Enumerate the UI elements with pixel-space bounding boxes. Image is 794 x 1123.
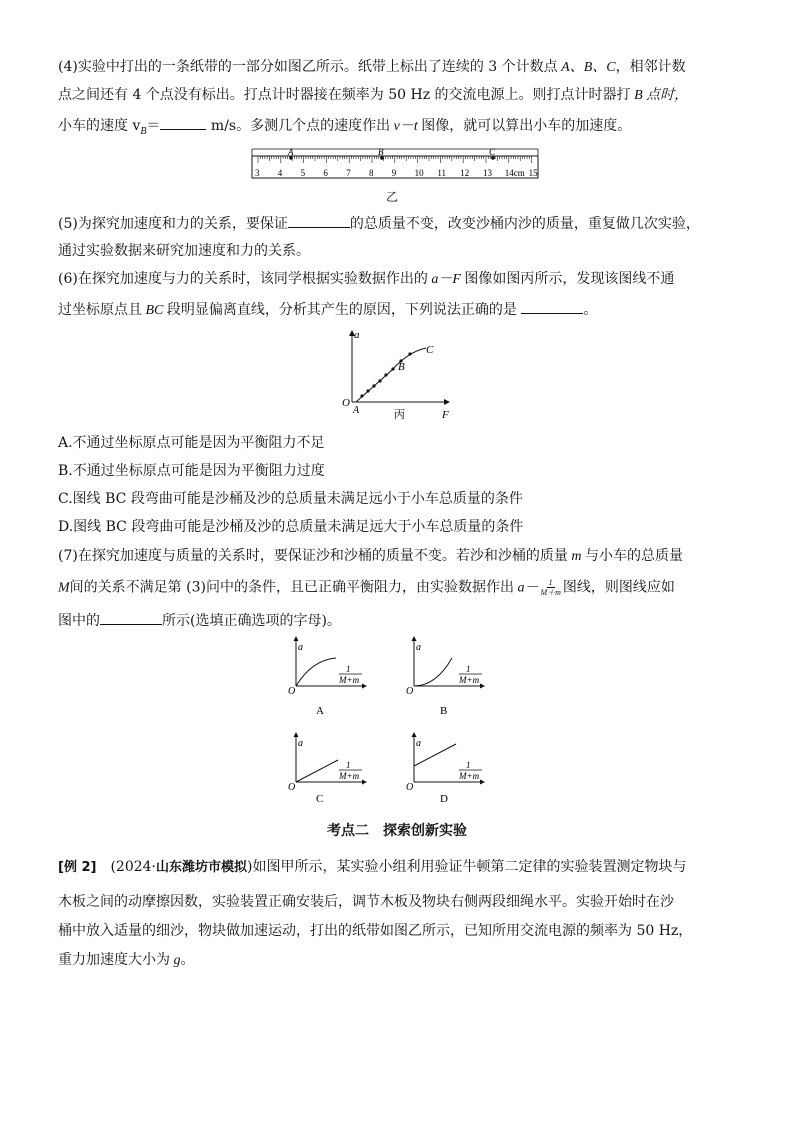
svg-text:O: O [288,782,296,793]
ruler-tick-label: 8 [369,168,374,178]
graph-label-o: O [342,397,350,409]
svg-text:O: O [288,686,296,697]
svg-text:a: a [298,642,303,653]
q6-text: (6)在探究加速度与力的关系时，该同学根据实验数据作出的 [58,271,428,287]
ruler-tick-label: 11 [437,168,447,178]
graph-option-a [288,636,367,717]
fraction-denominator: M＋m [540,588,561,597]
ruler-tick-label: 13 [483,168,492,178]
q4-text: m/s。多测几个点的速度作出 [206,118,391,134]
answer-blank[interactable] [160,115,206,130]
q4-line-1 [58,58,686,77]
fraction [540,578,560,597]
q4-text: 图像，就可以算出小车的加速度。 [421,118,632,134]
example-line-1 [58,858,687,877]
q6-text: 段明显偏离直线，分析其产生的原因，下列说法正确的是 [166,302,522,318]
answer-blank[interactable] [288,213,350,228]
svg-text:M+m: M+m [459,771,480,781]
svg-text:1: 1 [346,760,351,770]
q4-line-3 [58,115,631,141]
ruler-tick-label: 12 [460,168,470,178]
q4-vt: v－t [390,119,422,134]
tape-label-c: C [489,147,496,157]
svg-text:1: 1 [466,664,471,674]
graph-label-point-b: B [398,361,405,373]
q5-text: 的总质量不变，改变沙桶内沙的质量，重复做几次实验， [349,216,700,232]
example-line-4 [58,951,195,970]
option-c: C.图线 BC 段弯曲可能是沙桶及沙的总质量未满足远小于小车总质量的条件 [58,491,523,507]
q5-text: 通过实验数据来研究加速度和力的关系。 [58,243,310,259]
svg-text:O: O [406,686,414,697]
q7-italic: M [58,580,70,596]
ruler-tick-label: 14cm [504,168,525,178]
svg-text:M+m: M+m [339,675,360,685]
q4-points: A、B、C [557,60,616,75]
q7-text: 间的关系不满足第 (3)问中的条件，且已正确平衡阻力，由实验数据作出 [69,579,514,596]
example-text: 重力加速度大小为 [58,952,170,968]
option-b: B.不通过坐标原点可能是因为平衡阻力过度 [58,463,325,479]
svg-text:1: 1 [466,760,471,770]
q5-line-1 [58,213,700,233]
graph-label-option-c: C [316,793,324,805]
graph-label-f: F [442,409,449,421]
q6-text: 图像如图丙所示，发现该图线不通 [464,271,675,287]
graph-option-c [288,732,367,805]
q4-text: B 点时， [630,88,689,103]
q4-text: ＝ [146,118,161,134]
graph-label-option-d: D [440,793,448,805]
q6-line-1 [58,270,674,289]
example-text: 。 [180,952,195,968]
q7-line-2 [58,578,675,598]
svg-text:O: O [406,782,414,793]
graph-label-option-b: B [440,705,448,717]
q7-expression: a－ [513,580,539,596]
graph-bing [338,326,458,426]
svg-text:M+m: M+m [339,771,360,781]
example-line-2: 木板之间的动摩擦因数，实验装置正确安装后，调节木板及物块右侧两段细绳水平。实验开始时在沙 [58,894,674,910]
ruler-figure [250,146,542,186]
ruler-tick-label: 15 [528,168,538,178]
svg-text:a: a [416,738,421,749]
ruler-tick-label: 4 [277,168,283,178]
q7-text: 所示(选填正确选项的字母)。 [162,613,341,629]
q6-text: 。 [583,302,598,318]
answer-blank[interactable] [521,299,583,314]
q7-text: 与小车的总质量 [584,548,683,564]
q7-text: (7)在探究加速度与质量的关系时，要保证沙和沙桶的质量不变。若沙和沙桶的质量 [58,548,568,564]
ruler-tick-label: 7 [346,168,351,178]
svg-text:a: a [416,642,421,653]
q4-line-2 [58,86,688,105]
q6-italic: a－F [427,272,465,287]
ruler-tick-label: 3 [255,168,260,178]
graph-label-point-a: A [353,405,360,416]
option-d: D.图线 BC 段弯曲可能是沙桶及沙的总质量未满足远大于小车总质量的条件 [58,519,524,535]
q7-text: 图中的 [58,613,100,629]
fraction-numerator: 1 [548,578,553,587]
q4-text: ，相邻计数 [615,59,686,75]
example-g: g [170,953,181,968]
example-line-3: 桶中放入适量的细沙，物块做加速运动，打出的纸带如图乙所示，已知所用交流电源的频率为 50 Hz， [58,923,693,939]
graph-option-b [406,636,485,717]
q6-italic: BC [142,303,167,318]
ruler-tick-label: 5 [300,168,306,178]
graph-label-option-a: A [316,705,324,717]
svg-text:1: 1 [346,664,351,674]
example-text: )如图甲所示，某实验小组利用验证牛顿第二定律的实验装置测定物块与 [247,859,687,875]
q7-line-3 [58,610,341,630]
svg-text:M+m: M+m [459,675,480,685]
q4-subscript: B [140,125,147,137]
q5-text: (5)为探究加速度和力的关系，要保证 [58,216,288,232]
tape-label-a: A [288,147,294,157]
a-f-curve [356,348,426,402]
option-graphs [282,636,512,816]
section-title: 考点二 探索创新实验 [327,823,467,839]
graph-option-d [406,732,485,805]
figure-caption-bing: 丙 [394,409,405,421]
answer-blank[interactable] [100,610,162,625]
example-source: (2024· [96,859,157,875]
example-tag: [例 2] [58,860,97,875]
graph-label-point-c: C [426,344,434,356]
q4-text: (4)实验中打出的一条纸带的一部分如图乙所示。纸带上标出了连续的 3 个计数点 [58,59,558,75]
q4-text: 点之间还有 4 个点没有标出。打点计时器接在频率为 50 Hz 的交流电源上。则打点计时器打 [58,87,631,103]
tape-label-b: B [378,147,384,157]
q6-text: 过坐标原点且 [58,302,142,318]
q6-line-2 [58,299,597,320]
ruler-tick-label: 10 [414,168,424,178]
q7-text: 图线，则图线应如 [562,579,675,596]
ruler-tick-label: 9 [391,168,397,178]
ruler-tick-label: 6 [323,168,328,178]
option-a: A.不通过坐标原点可能是因为平衡阻力不足 [58,435,325,451]
q7-italic: m [567,549,585,564]
q4-text: 小车的速度 v [58,118,141,134]
svg-text:a: a [298,738,303,749]
q5-line-2 [58,242,310,260]
example-source-bold: 山东潍坊市模拟 [156,860,248,875]
q7-line-1 [58,547,683,566]
graph-label-a: a [354,329,360,341]
figure-caption-yi: 乙 [386,190,399,204]
